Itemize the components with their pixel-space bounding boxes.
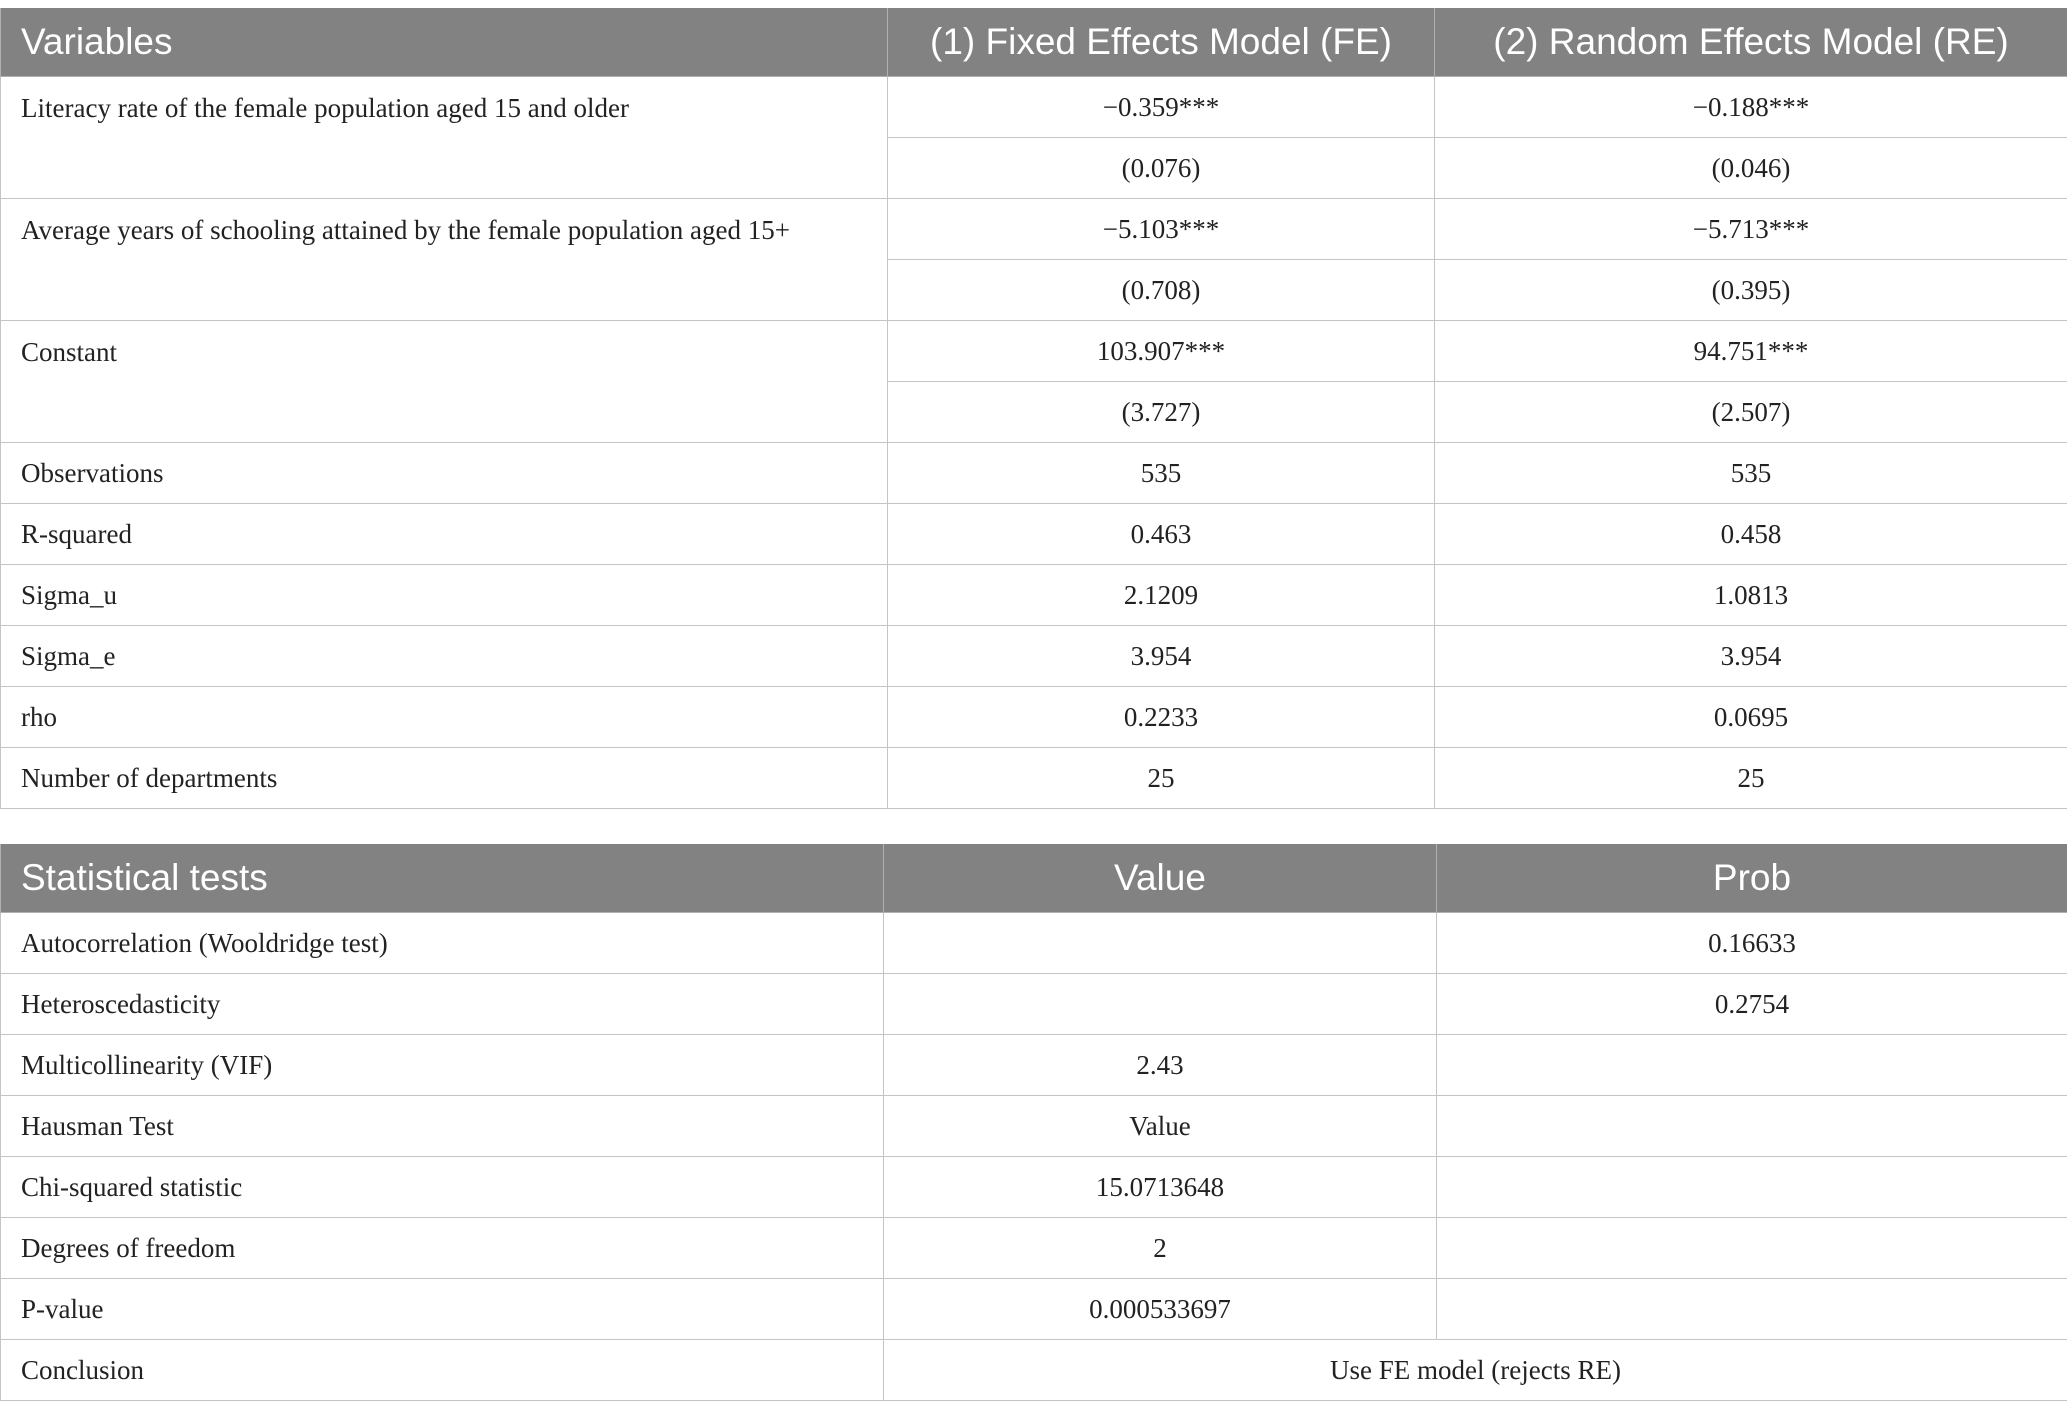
stat-row — [1, 443, 2067, 504]
test-value — [884, 974, 1437, 1035]
row-label: Sigma_e — [1, 626, 888, 687]
fe-value: 0.2233 — [888, 687, 1435, 748]
row-label: Average years of schooling attained by the female population aged 15+ — [1, 199, 888, 321]
re-value: 25 — [1435, 748, 2067, 809]
test-prob — [1437, 1096, 2067, 1157]
stat-row — [1, 626, 2067, 687]
conclusion-label: Conclusion — [1, 1340, 884, 1401]
re-coef: −0.188*** — [1435, 77, 2067, 138]
stat-row — [1, 565, 2067, 626]
coef-row-literacy — [1, 77, 2067, 138]
fe-coef: 103.907*** — [888, 321, 1435, 382]
fe-se: (0.708) — [888, 260, 1435, 321]
header-variables: Variables — [1, 8, 888, 77]
row-label: Constant — [1, 321, 888, 443]
fe-coef: −5.103*** — [888, 199, 1435, 260]
fe-value: 535 — [888, 443, 1435, 504]
row-label: Chi-squared statistic — [1, 1157, 884, 1218]
test-prob: 0.2754 — [1437, 974, 2067, 1035]
re-coef: −5.713*** — [1435, 199, 2067, 260]
test-row — [1, 1096, 2067, 1157]
header-fe: (1) Fixed Effects Model (FE) — [888, 8, 1435, 77]
row-label: Observations — [1, 443, 888, 504]
test-row — [1, 974, 2067, 1035]
re-value: 0.458 — [1435, 504, 2067, 565]
stat-row — [1, 748, 2067, 809]
re-se: (0.395) — [1435, 260, 2067, 321]
test-row — [1, 1218, 2067, 1279]
row-label: Hausman Test — [1, 1096, 884, 1157]
test-prob — [1437, 1279, 2067, 1340]
row-label: Multicollinearity (VIF) — [1, 1035, 884, 1096]
conclusion-row — [1, 1340, 2067, 1401]
row-label: Sigma_u — [1, 565, 888, 626]
row-label: Heteroscedasticity — [1, 974, 884, 1035]
header-statistical-tests: Statistical tests — [1, 844, 884, 913]
row-label: rho — [1, 687, 888, 748]
fe-value: 25 — [888, 748, 1435, 809]
re-value: 535 — [1435, 443, 2067, 504]
test-value: 0.000533697 — [884, 1279, 1437, 1340]
re-value: 1.0813 — [1435, 565, 2067, 626]
conclusion-text: Use FE model (rejects RE) — [884, 1340, 2067, 1401]
test-row — [1, 1279, 2067, 1340]
test-value: 15.0713648 — [884, 1157, 1437, 1218]
header-re: (2) Random Effects Model (RE) — [1435, 8, 2067, 77]
test-value: 2 — [884, 1218, 1437, 1279]
row-label: Literacy rate of the female population aged 15 and older — [1, 77, 888, 199]
test-row — [1, 1157, 2067, 1218]
test-row — [1, 913, 2067, 974]
header-value: Value — [884, 844, 1437, 913]
tests-header-row — [1, 844, 2067, 913]
fe-value: 0.463 — [888, 504, 1435, 565]
stat-row — [1, 504, 2067, 565]
re-se: (2.507) — [1435, 382, 2067, 443]
re-value: 3.954 — [1435, 626, 2067, 687]
fe-se: (3.727) — [888, 382, 1435, 443]
test-prob — [1437, 1218, 2067, 1279]
fe-value: 2.1209 — [888, 565, 1435, 626]
coef-row-constant — [1, 321, 2067, 382]
stat-row — [1, 687, 2067, 748]
row-label: Autocorrelation (Wooldridge test) — [1, 913, 884, 974]
re-coef: 94.751*** — [1435, 321, 2067, 382]
fe-se: (0.076) — [888, 138, 1435, 199]
test-value: 2.43 — [884, 1035, 1437, 1096]
test-value — [884, 913, 1437, 974]
re-value: 0.0695 — [1435, 687, 2067, 748]
row-label: Number of departments — [1, 748, 888, 809]
row-label: P-value — [1, 1279, 884, 1340]
fe-value: 3.954 — [888, 626, 1435, 687]
test-prob — [1437, 1035, 2067, 1096]
header-prob: Prob — [1437, 844, 2067, 913]
test-row — [1, 1035, 2067, 1096]
regression-header-row — [1, 8, 2067, 77]
test-prob — [1437, 1157, 2067, 1218]
test-value: Value — [884, 1096, 1437, 1157]
coef-row-schooling — [1, 199, 2067, 260]
statistical-tests-table — [0, 844, 2067, 1401]
row-label: Degrees of freedom — [1, 1218, 884, 1279]
test-prob: 0.16633 — [1437, 913, 2067, 974]
fe-coef: −0.359*** — [888, 77, 1435, 138]
row-label: R-squared — [1, 504, 888, 565]
re-se: (0.046) — [1435, 138, 2067, 199]
regression-table — [0, 8, 2067, 809]
